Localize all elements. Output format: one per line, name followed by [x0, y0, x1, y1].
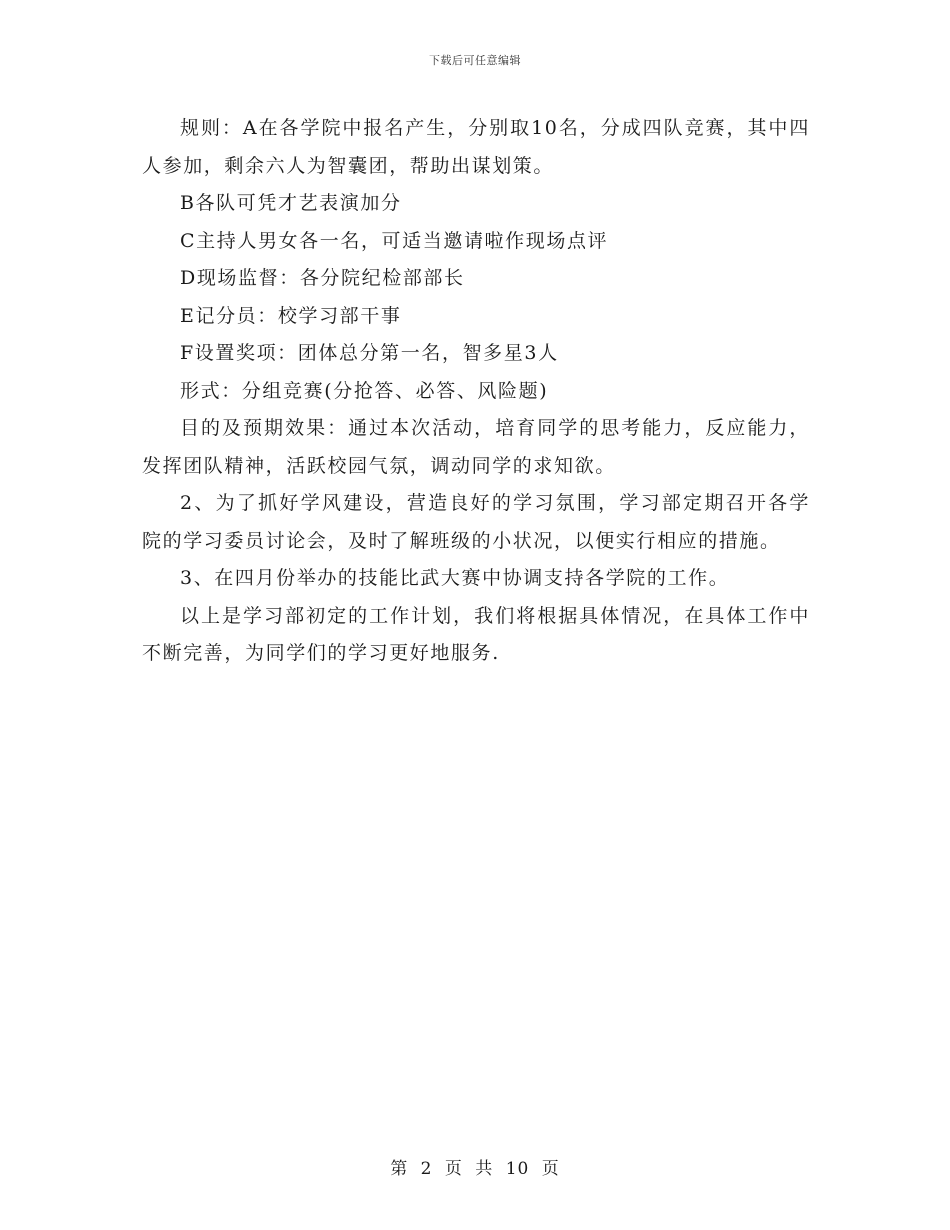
page-header: 下载后可任意编辑: [429, 54, 521, 67]
paragraph-format: 形式：分组竞赛(分抢答、必答、风险题): [180, 379, 549, 402]
paragraph-rule-d: D现场监督：各分院纪检部部长: [180, 267, 465, 289]
paragraph-rule-f: F设置奖项：团体总分第一名，智多星3人: [180, 342, 559, 364]
paragraph-rule-b: B各队可凭才艺表演加分: [180, 192, 402, 214]
page-number-footer: 第 2 页 共 10 页: [390, 1159, 560, 1179]
document-body: [142, 110, 810, 673]
paragraph-rule-c: C主持人男女各一名，可适当邀请啦作现场点评: [180, 229, 609, 252]
paragraph-conclusion: 以上是学习部初定的工作计划，我们将根据具体情况，在具体工作中不断完善，为同学们的学习更好地服务.: [142, 604, 810, 664]
paragraph-rules: 规则：A在各学院中报名产生，分别取10名，分成四队竞赛，其中四人参加，剩余六人为智囊团，帮助出谋划策。: [142, 117, 810, 177]
paragraph-rule-e: E记分员：校学习部干事: [180, 304, 402, 327]
paragraph-purpose: 目的及预期效果：通过本次活动，培育同学的思考能力，反应能力，发挥团队精神，活跃校园气氛，调动同学的求知欲。: [142, 417, 810, 477]
paragraph-item-3: 3、在四月份举办的技能比武大赛中协调支持各学院的工作。: [180, 567, 730, 589]
paragraph-item-2: 2、为了抓好学风建设，营造良好的学习氛围，学习部定期召开各学院的学习委员讨论会，及时了解班级的小状况，以便实行相应的措施。: [142, 492, 810, 552]
